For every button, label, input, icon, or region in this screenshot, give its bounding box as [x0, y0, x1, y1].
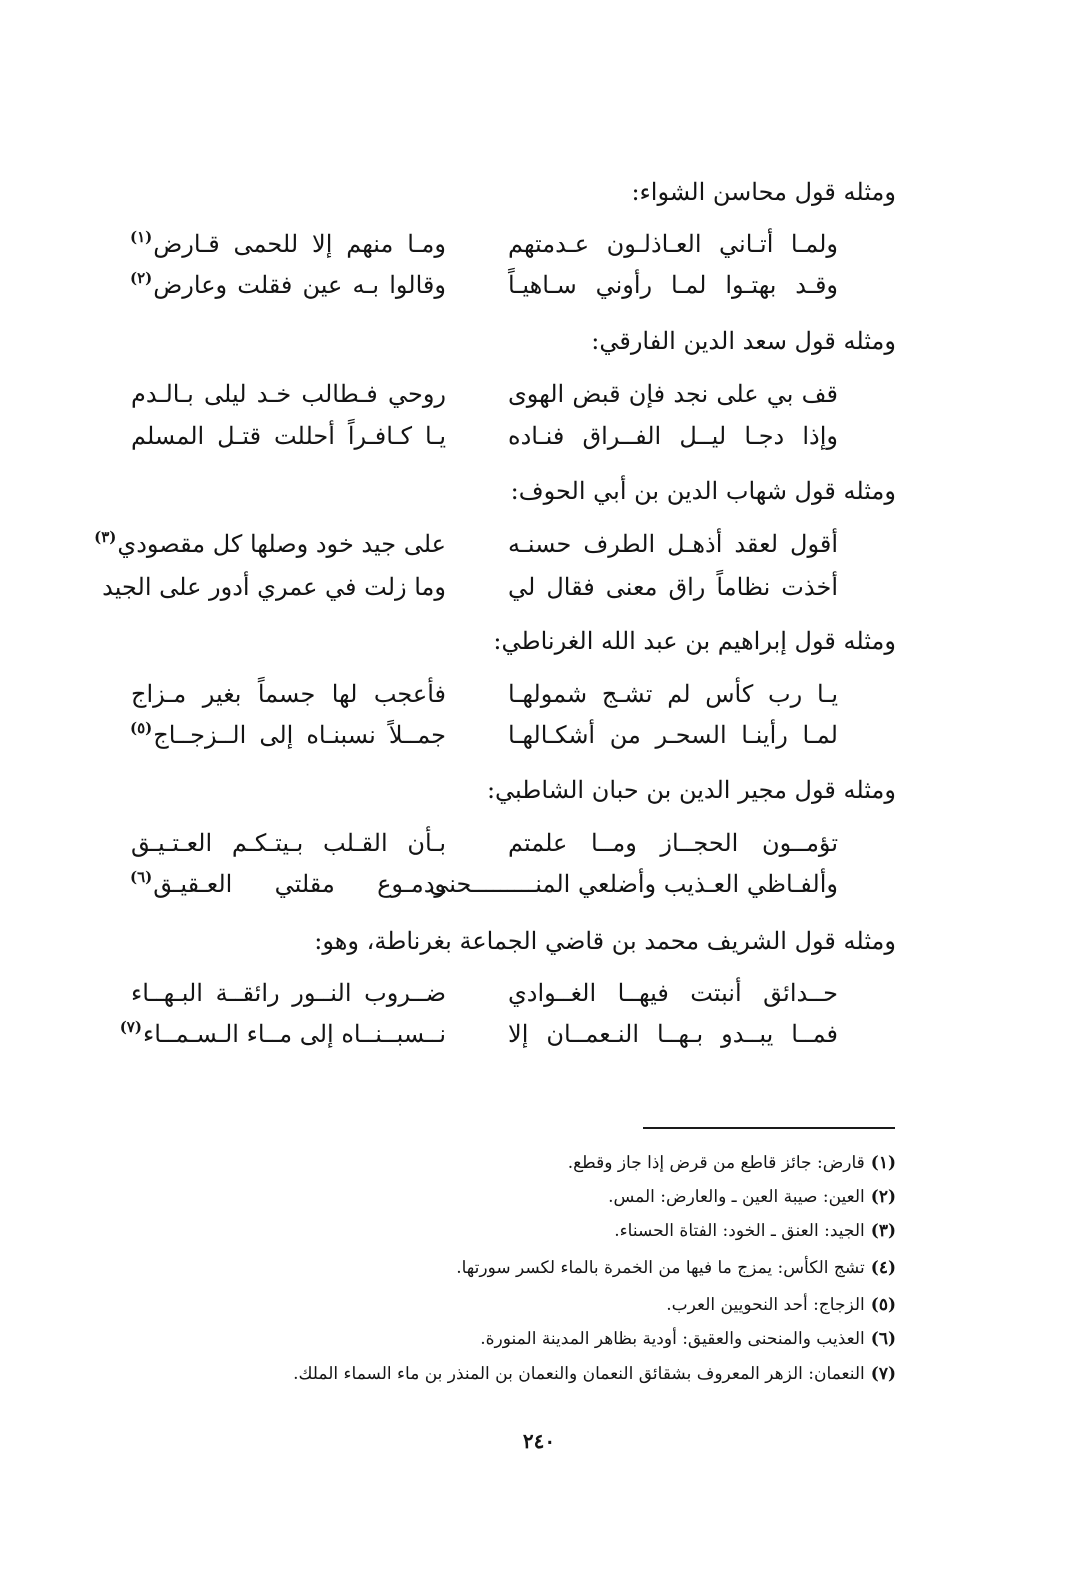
section-intro: ومثله قول إبراهيم بن عبد الله الغرناطي:	[493, 627, 896, 655]
verse-left-hemistich	[130, 227, 446, 261]
footnote	[136, 1325, 896, 1353]
footnote-number: (١)	[870, 1153, 896, 1173]
verse-right-hemistich: تؤمــون الحجــاز ومــا علمتم	[508, 829, 838, 857]
section-intro: ومثله قول سعد الدين الفارقي:	[591, 327, 896, 355]
verse-right-hemistich: أخذت نظاماً راق معنى فقال لي	[508, 573, 838, 601]
verse-line	[0, 419, 1078, 453]
footnote-number: (٢)	[870, 1187, 896, 1207]
verse-line	[0, 718, 1078, 752]
verse-right-hemistich: أقول لعقد أذهـل الطرف حسنـه	[508, 530, 838, 558]
hemistich-text: وما زلت في عمري أدور على الجيد	[102, 573, 446, 601]
verse-line	[0, 377, 1078, 411]
footnote-ref: (٢)	[130, 269, 153, 287]
verse-right-hemistich: وألفـاظي العـذيب وأضلعي المنـــــــــحنى	[429, 870, 838, 898]
footnote	[136, 1360, 896, 1388]
footnote	[136, 1149, 896, 1177]
verse-left-hemistich	[130, 976, 446, 1010]
verse-right-hemistich: حــدائق أنبتت فيهــا الغــوادي	[508, 979, 838, 1007]
footnote-ref: (٦)	[130, 868, 153, 886]
verse-line	[0, 826, 1078, 860]
section-intro: ومثله قول مجير الدين بن حبان الشاطبي:	[486, 776, 896, 804]
verse-line	[0, 867, 1078, 901]
footnote-ref: (١)	[130, 228, 153, 246]
section-intro: ومثله قول شهاب الدين بن أبي الحوف:	[510, 477, 896, 505]
footnote-separator	[643, 1127, 895, 1129]
hemistich-text: يـا كـافـراً أحللت قتـل المسلم	[131, 422, 446, 450]
hemistich-text: وقالوا بـه عين فقلت وعارض	[153, 271, 446, 299]
footnote	[136, 1217, 896, 1245]
footnote-text: العذيب والمنحنى والعقيق: أودية بظاهر المدينة المنورة.	[480, 1329, 865, 1349]
verse-right-hemistich: ولمـا أتـاني العـاذلـون عـدمتهم	[508, 230, 838, 258]
hemistich-text: فأعجب لها جسماً بغير مـزاج	[131, 680, 446, 708]
verse-line	[0, 677, 1078, 711]
footnote-number: (٤)	[870, 1258, 896, 1278]
verse-line	[0, 1017, 1078, 1051]
hemistich-text: ومـا منهم إلا للحمى قـارض	[153, 230, 446, 258]
section-intro: ومثله قول الشريف محمد بن قاضي الجماعة بغرناطة، وهو:	[314, 927, 896, 955]
footnote-number: (٦)	[870, 1329, 896, 1349]
footnote-ref: (٧)	[119, 1018, 142, 1036]
footnote-number: (٥)	[870, 1295, 896, 1315]
verse-left-hemistich	[130, 718, 446, 752]
section-intro: ومثله قول محاسن الشواء:	[631, 178, 896, 206]
verse-left-hemistich	[130, 419, 446, 453]
verse-left-hemistich	[130, 377, 446, 411]
verse-line	[0, 268, 1078, 302]
footnote-text: العين: صيبة العين ـ والعارض: المس.	[608, 1187, 865, 1207]
verse-line	[0, 570, 1078, 604]
verse-left-hemistich	[94, 527, 446, 561]
verse-left-hemistich	[119, 1017, 446, 1051]
verse-right-hemistich: وقـد بهتـوا لمـا رأوني سـاهيـاً	[508, 271, 838, 299]
footnote-text: الجيد: العنق ـ الخود: الفتاة الحسناء.	[614, 1221, 865, 1241]
verse-line	[0, 976, 1078, 1010]
hemistich-text: على جيد خود وصلها كل مقصودي	[117, 530, 446, 558]
footnote-text: النعمان: الزهر المعروف بشقائق النعمان والنعمان بن المنذر بن ماء السماء الملك.	[293, 1364, 865, 1384]
verse-left-hemistich	[130, 677, 446, 711]
hemistich-text: ودمـوع مقلتي العـقيـق	[153, 870, 446, 898]
footnote-number: (٣)	[870, 1221, 896, 1241]
verse-right-hemistich: وإذا دجـا ليــل الفــراق فنـاده	[508, 422, 838, 450]
footnote	[136, 1291, 896, 1319]
footnote-ref: (٥)	[130, 719, 153, 737]
footnote	[136, 1183, 896, 1211]
verse-right-hemistich: لمـا رأينـا السحـر من أشكـالهـا	[508, 721, 838, 749]
hemistich-text: ضــروب النــور رائقــة البـهــاء	[131, 979, 446, 1007]
verse-right-hemistich: فمــا يبــدو بـهــا النـعمــان إلا	[508, 1020, 838, 1048]
hemistich-text: روحي فـطالب خـد ليلى بـالـدم	[131, 380, 446, 408]
verse-left-hemistich	[130, 867, 446, 901]
verse-left-hemistich	[130, 268, 446, 302]
verse-right-hemistich: يـا رب كأس لم تشـج شمولهـا	[508, 680, 838, 708]
verse-left-hemistich	[102, 570, 446, 604]
verse-line	[0, 527, 1078, 561]
verse-line	[0, 227, 1078, 261]
footnote-number: (٧)	[870, 1364, 896, 1384]
footnote-ref: (٣)	[94, 528, 117, 546]
hemistich-text: جمــلاً نسبنـاه إلى الــزجــاج	[153, 721, 446, 749]
hemistich-text: نــسبــنــاه إلى مــاء الـسـمــاء	[142, 1020, 446, 1048]
footnote-text: قارض: جائز قاطع من قرض إذا جاز وقطع.	[567, 1153, 865, 1173]
footnote	[136, 1254, 896, 1282]
verse-right-hemistich: قف بي على نجد فإن قبض الهوى	[508, 380, 838, 408]
verse-left-hemistich	[130, 826, 446, 860]
hemistich-text: بـأن القـلب بـيتـكـم العـتـيـق	[131, 829, 446, 857]
footnote-text: الزجاج: أحد النحويين العرب.	[666, 1295, 865, 1315]
footnote-text: تشج الكأس: يمزج ما فيها من الخمرة بالماء لكسر سورتها.	[456, 1258, 865, 1278]
page-number: ٢٤٠	[522, 1429, 556, 1453]
